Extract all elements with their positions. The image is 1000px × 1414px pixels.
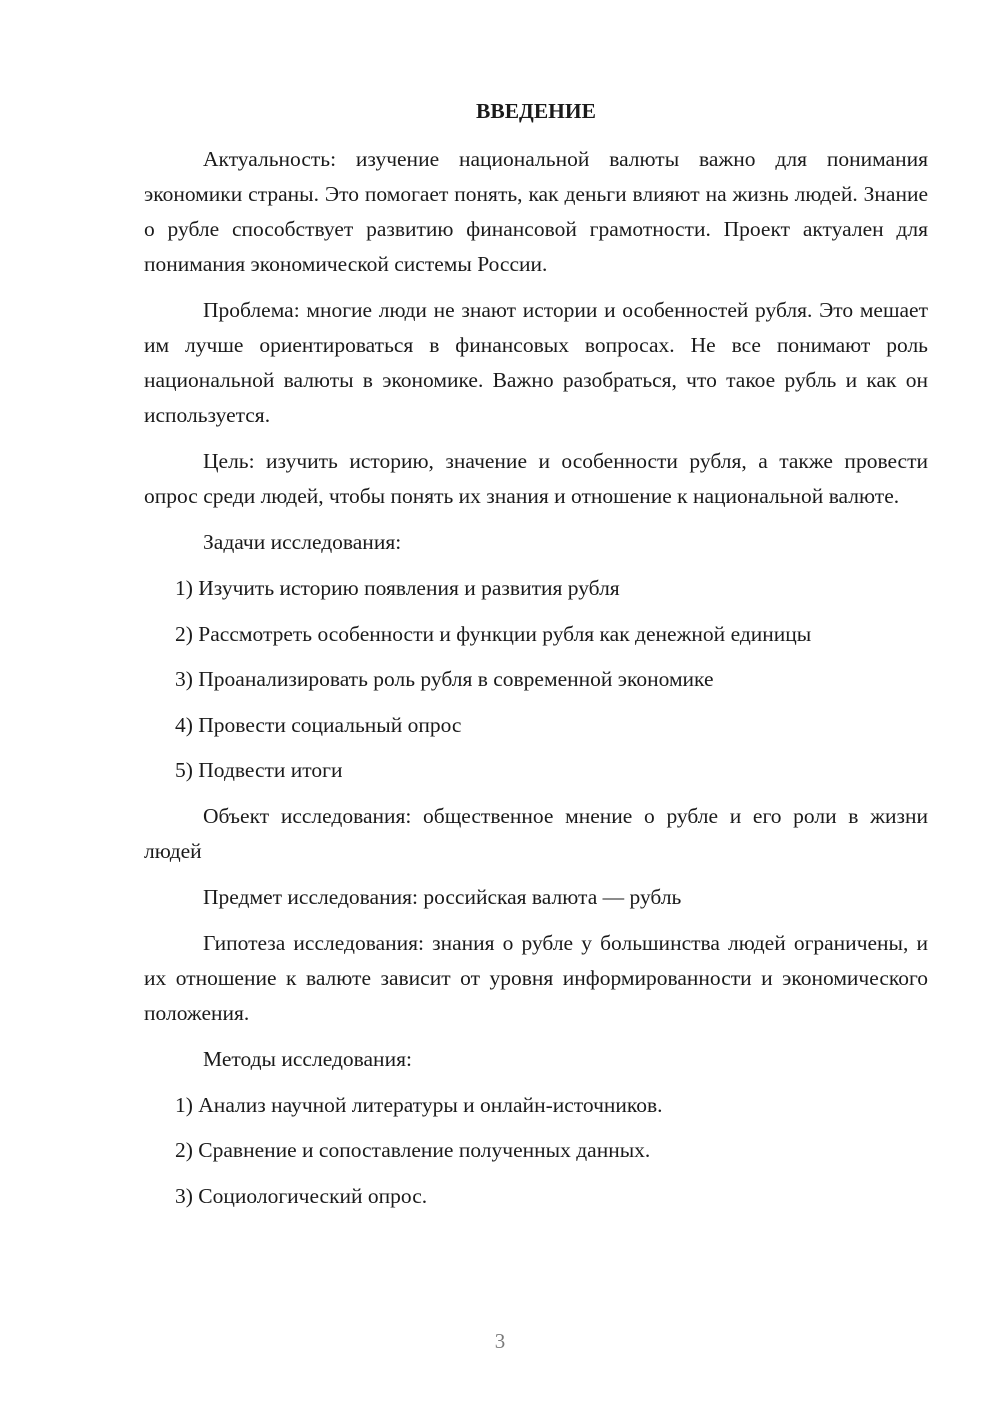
methods-label: Методы исследования: bbox=[203, 1046, 412, 1071]
methods-list bbox=[144, 1088, 928, 1214]
document-page bbox=[144, 94, 928, 1224]
list-item: 2) Рассмотреть особенности и функции рубля как денежной единицы bbox=[175, 621, 812, 646]
section-title: ВВЕДЕНИЕ bbox=[476, 99, 596, 123]
list-item: 5) Подвести итоги bbox=[175, 758, 343, 782]
list-item: 1) Изучить историю появления и развития рубля bbox=[175, 576, 620, 600]
page-number: 3 bbox=[494, 1329, 506, 1353]
list-item: 2) Сравнение и сопоставление полученных данных. bbox=[175, 1138, 651, 1162]
list-item: 3) Социологический опрос. bbox=[175, 1183, 428, 1208]
tasks-list bbox=[144, 571, 928, 788]
subject-paragraph: Предмет исследования: российская валюта — рубль bbox=[203, 884, 682, 909]
list-item: 3) Проанализировать роль рубля в современной экономике bbox=[175, 667, 714, 691]
tasks-label: Задачи исследования: bbox=[203, 530, 402, 554]
object-paragraph: Объект исследования: общественное мнение о рубле и его роли в жизни людей bbox=[144, 803, 928, 863]
problem-paragraph: Проблема: многие люди не знают истории и особенностей рубля. Это мешает им лучше ориентироваться в финансовых вопросах. Не все понимают роль национальной валюты в экономике. Важно разобраться, что такое рубль и как он используется. bbox=[144, 298, 928, 427]
list-item: 4) Провести социальный опрос bbox=[175, 712, 462, 737]
relevance-paragraph: Актуальность: изучение национальной валюты важно для понимания экономики страны. Это помогает понять, как деньги влияют на жизнь людей. Знание о рубле способствует развитию финансовой грамотности. Проект актуален для понимания экономической системы России. bbox=[144, 147, 928, 276]
hypothesis-paragraph: Гипотеза исследования: знания о рубле у большинства людей ограничены, и их отношение к валюте зависит от уровня информированности и экономического положения. bbox=[144, 930, 928, 1025]
list-item: 1) Анализ научной литературы и онлайн-источников. bbox=[175, 1092, 663, 1117]
goal-paragraph: Цель: изучить историю, значение и особенности рубля, а также провести опрос среди людей, чтобы понять их знания и отношение к национальной валюте. bbox=[144, 449, 928, 508]
